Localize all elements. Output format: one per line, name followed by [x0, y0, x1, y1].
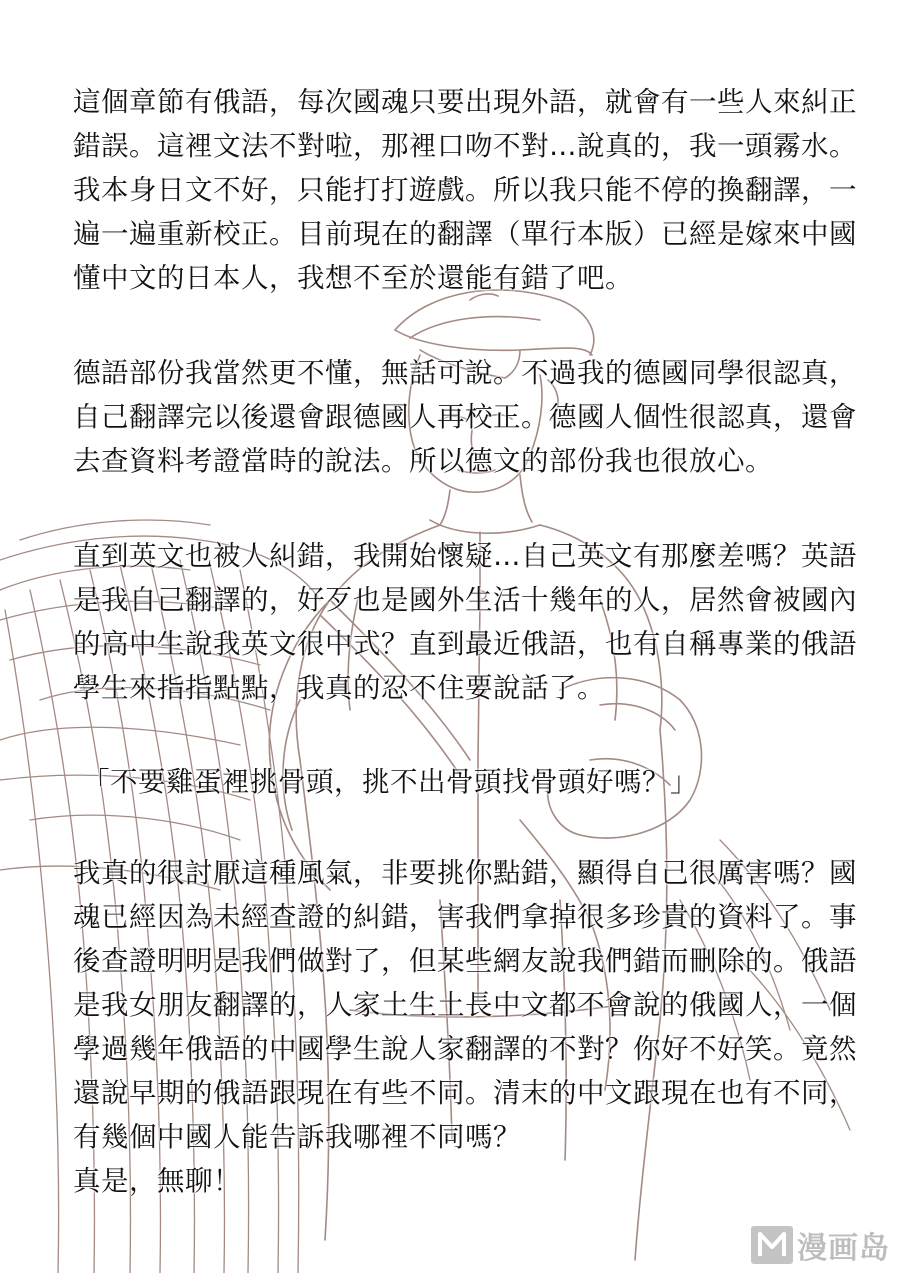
paragraph-4-line: 魂已經因為未經查證的糾錯，害我們拿掉很多珍貴的資料了。事 — [73, 901, 857, 933]
paragraph-4-line: 學過幾年俄語的中國學生說人家翻譯的不對？你好不好笑。竟然 — [73, 1033, 857, 1065]
watermark — [751, 1225, 890, 1265]
paragraph-4-line: 有幾個中國人能告訴我哪裡不同嗎？ — [73, 1121, 521, 1153]
paragraph-2-line: 德語部份我當然更不懂，無話可說。不過我的德國同學很認真， — [73, 357, 857, 389]
paragraph-3-line: 是我自己翻譯的，好歹也是國外生活十幾年的人，居然會被國內 — [73, 584, 857, 616]
paragraph-4-line: 我真的很討厭這種風氣，非要挑你點錯，顯得自己很厲害嗎？國 — [73, 857, 857, 889]
quote-line: 「不要雞蛋裡挑骨頭，挑不出骨頭找骨頭好嗎？」 — [82, 766, 698, 798]
paragraph-4-line: 後查證明明是我們做對了，但某些網友說我們錯而刪除的。俄語 — [73, 945, 857, 977]
paragraph-1-line: 錯誤。這裡文法不對啦，那裡口吻不對…說真的，我一頭霧水。 — [73, 130, 857, 162]
paragraph-3-line: 直到英文也被人糾錯，我開始懷疑…自己英文有那麼差嗎？英語 — [73, 540, 857, 572]
paragraph-2-line: 自己翻譯完以後還會跟德國人再校正。德國人個性很認真，還會 — [73, 401, 857, 433]
paragraph-1-line: 我本身日文不好，只能打打遊戲。所以我只能不停的換翻譯，一 — [73, 174, 857, 206]
paragraph-1-line: 遍一遍重新校正。目前現在的翻譯（單行本版）已經是嫁來中國 — [73, 218, 857, 250]
paragraph-1-line: 懂中文的日本人，我想不至於還能有錯了吧。 — [73, 262, 633, 294]
paragraph-3-line: 的高中生說我英文很中式？直到最近俄語，也有自稱專業的俄語 — [73, 628, 857, 660]
paragraph-1-line: 這個章節有俄語，每次國魂只要出現外語，就會有一些人來糾正 — [73, 86, 857, 118]
closing-line: 真是，無聊！ — [73, 1165, 241, 1197]
watermark-text: 漫画岛 — [797, 1231, 890, 1266]
paragraph-3-line: 學生來指指點點，我真的忍不住要說話了。 — [73, 672, 605, 704]
watermark-logo-icon — [751, 1226, 793, 1264]
m-logo-icon — [757, 1231, 787, 1259]
paragraph-4-line: 是我女朋友翻譯的，人家土生土長中文都不會說的俄國人，一個 — [73, 989, 857, 1021]
paragraph-2-line: 去查資料考證當時的說法。所以德文的部份我也很放心。 — [73, 445, 773, 477]
paragraph-4-line: 還說早期的俄語跟現在有些不同。清末的中文跟現在也有不同， — [73, 1077, 857, 1109]
